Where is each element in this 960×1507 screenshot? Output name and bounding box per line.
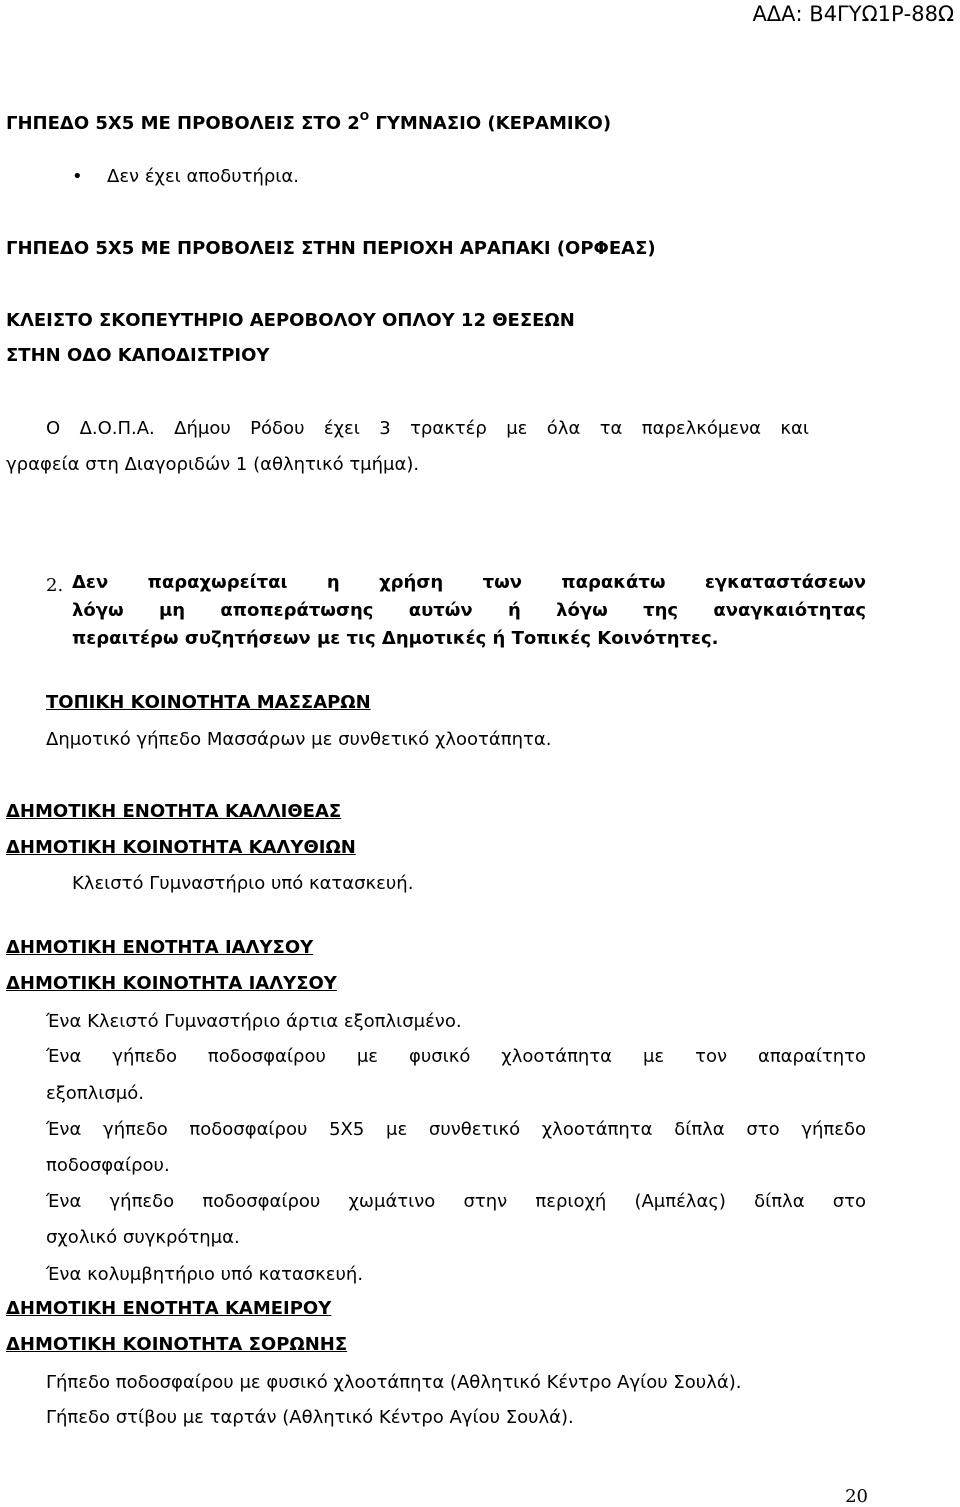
section-title-text: ΓΗΠΕΔΟ 5Χ5 ΜΕ ΠΡΟΒΟΛΕΙΣ ΣΤΟ 2 bbox=[6, 113, 360, 134]
ialysos-item2-line1: Ένα γήπεδο ποδοσφαίρου με φυσικό χλοοτάπητα με τον απαραίτητο bbox=[46, 1046, 866, 1067]
ialysos-community-title: ΔΗΜΟΤΙΚΗ ΚΟΙΝΟΤΗΤΑ ΙΑΛΥΣΟΥ bbox=[6, 973, 337, 994]
ialysos-item5: Ένα κολυμβητήριο υπό κατασκευή. bbox=[46, 1264, 364, 1285]
kalythies-text: Κλειστό Γυμναστήριο υπό κατασκευή. bbox=[72, 873, 414, 894]
section-title-arapaki-field: ΓΗΠΕΔΟ 5Χ5 ΜΕ ΠΡΟΒΟΛΕΙΣ ΣΤΗΝ ΠΕΡΙΟΧΗ ΑΡΑΠΑΚΙ (ΟΡΦΕΑΣ) bbox=[6, 238, 656, 259]
section-title-text-rest: ΓΥΜΝΑΣΙΟ (ΚΕΡΑΜΙΚΟ) bbox=[369, 113, 612, 134]
bullet-item-text: Δεν έχει αποδυτήρια. bbox=[107, 166, 299, 187]
kallithea-unit-title: ΔΗΜΟΤΙΚΗ ΕΝΟΤΗΤΑ ΚΑΛΛΙΘΕΑΣ bbox=[6, 801, 342, 822]
kameiros-unit-title: ΔΗΜΟΤΙΚΗ ΕΝΟΤΗΤΑ ΚΑΜΕΙΡΟΥ bbox=[6, 1298, 332, 1319]
page-number: 20 bbox=[845, 1486, 868, 1507]
ialysos-item4-line1: Ένα γήπεδο ποδοσφαίρου χωμάτινο στην περιοχή (Αμπέλας) δίπλα στο bbox=[46, 1191, 866, 1212]
ialysos-item3-line1: Ένα γήπεδο ποδοσφαίρου 5Χ5 με συνθετικό χλοοτάπητα δίπλα στο γήπεδο bbox=[46, 1119, 866, 1140]
section-title-shooting-range-line1: ΚΛΕΙΣΤΟ ΣΚΟΠΕΥΤΗΡΙΟ ΑΕΡΟΒΟΛΟΥ ΟΠΛΟΥ 12 ΘΕΣΕΩΝ bbox=[6, 310, 575, 331]
soroni-item1: Γήπεδο ποδοσφαίρου με φυσικό χλοοτάπητα (Αθλητικό Κέντρο Αγίου Σουλά). bbox=[46, 1372, 742, 1393]
section-title-gymnasium-field bbox=[6, 110, 612, 134]
point2-line3: περαιτέρω συζητήσεων με τις Δημοτικές ή Τοπικές Κοινότητες. bbox=[72, 628, 719, 649]
kalythies-community-title: ΔΗΜΟΤΙΚΗ ΚΟΙΝΟΤΗΤΑ ΚΑΛΥΘΙΩΝ bbox=[6, 837, 356, 858]
ialysos-item4-line2: σχολικό συγκρότημα. bbox=[46, 1227, 240, 1248]
dopa-paragraph-line1: Ο Δ.Ο.Π.Α. Δήμου Ρόδου έχει 3 τρακτέρ με όλα τα παρελκόμενα και bbox=[46, 418, 809, 439]
massaron-text: Δημοτικό γήπεδο Μασσάρων με συνθετικό χλοοτάπητα. bbox=[46, 729, 552, 750]
ialysos-item1: Ένα Κλειστό Γυμναστήριο άρτια εξοπλισμένο. bbox=[46, 1011, 462, 1032]
massaron-community-title: ΤΟΠΙΚΗ ΚΟΙΝΟΤΗΤΑ ΜΑΣΣΑΡΩΝ bbox=[46, 692, 371, 713]
soroni-item2: Γήπεδο στίβου με ταρτάν (Αθλητικό Κέντρο Αγίου Σουλά). bbox=[46, 1407, 574, 1428]
ialysos-unit-title: ΔΗΜΟΤΙΚΗ ΕΝΟΤΗΤΑ ΙΑΛΥΣΟΥ bbox=[6, 937, 314, 958]
dopa-paragraph-line2: γραφεία στη Διαγοριδών 1 (αθλητικό τμήμα). bbox=[6, 454, 420, 475]
section-title-shooting-range-line2: ΣΤΗΝ ΟΔΟ ΚΑΠΟΔΙΣΤΡΙΟΥ bbox=[6, 345, 270, 366]
bullet-icon: • bbox=[72, 166, 83, 187]
soroni-community-title: ΔΗΜΟΤΙΚΗ ΚΟΙΝΟΤΗΤΑ ΣΟΡΩΝΗΣ bbox=[6, 1334, 348, 1355]
point-number: 2. bbox=[46, 575, 64, 596]
point2-line2: λόγω μη αποπεράτωσης αυτών ή λόγω της αναγκαιότητας bbox=[72, 600, 866, 621]
ada-header-code: ΑΔΑ: Β4ΓΥΩ1Ρ-88Ω bbox=[752, 2, 954, 26]
ialysos-item2-line2: εξοπλισμό. bbox=[46, 1083, 144, 1104]
ialysos-item3-line2: ποδοσφαίρου. bbox=[46, 1155, 170, 1176]
superscript-ordinal: Ο bbox=[359, 110, 370, 123]
point2-line1: Δεν παραχωρείται η χρήση των παρακάτω εγκαταστάσεων bbox=[72, 572, 866, 593]
